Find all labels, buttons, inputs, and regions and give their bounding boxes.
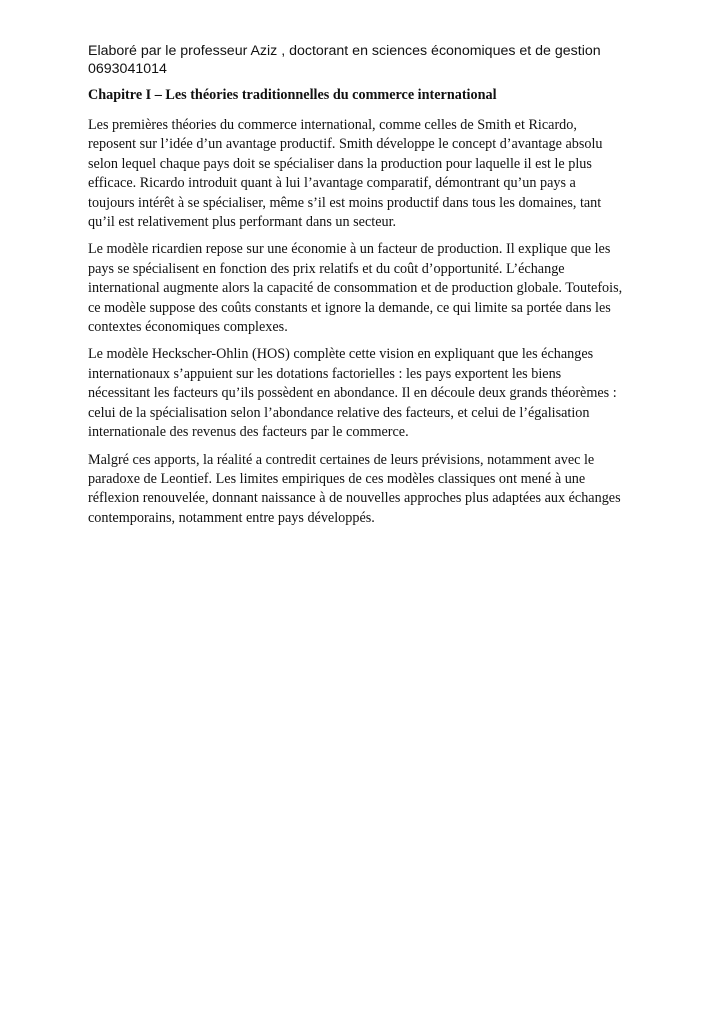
paragraph-line: Le modèle ricardien repose sur une économie à un facteur de production. Il explique que les (88, 241, 611, 258)
paragraph-2 (88, 240, 636, 337)
paragraph-line: réflexion renouvelée, donnant naissance à de nouvelles approches plus adaptées aux échanges (88, 490, 621, 507)
paragraph-line: Malgré ces apports, la réalité a contredit certaines de leurs prévisions, notamment avec le (88, 451, 595, 468)
paragraph-line: internationaux s’appuient sur les dotations factorielles : les pays exportent les biens (88, 365, 562, 382)
paragraph-line: qu’il est relativement plus performant dans un secteur. (88, 214, 397, 231)
paragraph-line: pays se spécialisent en fonction des prix relatifs et du coût d’opportunité. L’échange (88, 260, 565, 277)
paragraph-line: Le modèle Heckscher-Ohlin (HOS) complète cette vision en expliquant que les échanges (88, 346, 594, 363)
paragraph-line: Les premières théories du commerce international, comme celles de Smith et Ricardo, (88, 117, 577, 133)
paragraph-line: celui de la spécialisation selon l’abondance relative des facteurs, et celui de l’égalisation (88, 404, 590, 421)
paragraph-1 (88, 116, 636, 232)
paragraph-line: contemporains, notamment entre pays développés. (88, 509, 375, 526)
paragraph-line: efficace. Ricardo introduit quant à lui l’avantage comparatif, démontrant qu’un pays a (88, 175, 576, 192)
paragraph-line: selon lequel chaque pays doit se spécialiser dans la production pour laquelle il est le plus (88, 155, 592, 172)
author-line: Elaboré par le professeur Aziz , doctorant en sciences économiques et de gestion (88, 43, 601, 59)
chapter-title: Chapitre I – Les théories traditionnelles du commerce international (88, 87, 497, 103)
phone-number: 0693041014 (88, 61, 167, 77)
paragraph-line: paradoxe de Leontief. Les limites empiriques de ces modèles classiques ont mené à une (88, 470, 586, 487)
paragraph-3 (88, 345, 636, 442)
paragraph-line: nécessitant les facteurs qu’ils possèdent en abondance. Il en découle deux grands théorèmes : (88, 385, 617, 402)
paragraph-line: internationale des revenus des facteurs par le commerce. (88, 424, 409, 441)
document-body (88, 86, 636, 536)
document-header (88, 42, 648, 78)
paragraph-line: ce modèle suppose des coûts constants et ignore la demande, ce qui limite sa portée dans les (88, 299, 611, 316)
paragraph-line: contextes économiques complexes. (88, 319, 288, 336)
paragraph-line: reposent sur l’idée d’un avantage productif. Smith développe le concept d’avantage absolu (88, 136, 603, 153)
paragraph-4 (88, 451, 636, 529)
paragraph-line: toujours intérêt à se spécialiser, même s’il est moins productif dans tous les domaines, tant (88, 194, 602, 211)
paragraph-line: international augmente alors la capacité de consommation et de production globale. Toutefois, (88, 280, 623, 297)
